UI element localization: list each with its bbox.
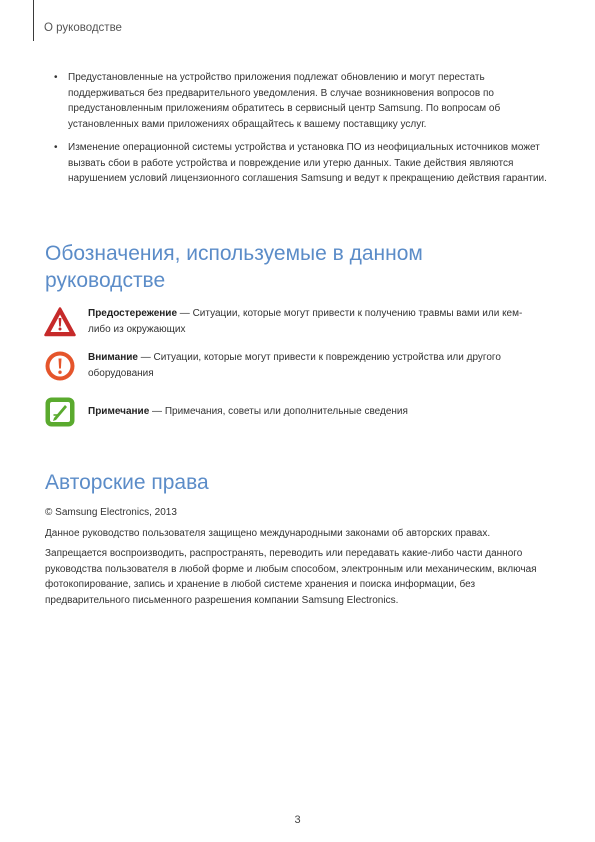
note-description: — Примечания, советы или дополнительные сведения (149, 406, 408, 417)
list-item (54, 70, 554, 132)
bullet-text: Изменение операционной системы устройства и установка ПО из неофициальных источников может вызвать сбои в работе устройства и повреждение или утерю данных. Такие действия являются нарушением условий лицензионного соглашения Samsung и ведут к прекращению действия гарантии. (68, 142, 547, 184)
caution-circle-icon (44, 350, 76, 382)
running-header: О руководстве (44, 22, 122, 34)
section-heading-symbols: Обозначения, используемые в данном руководстве (45, 242, 423, 292)
bullet-marker: • (54, 142, 58, 153)
note-term: Предостережение (88, 308, 178, 319)
note-description: — Ситуации, которые могут привести к повреждению устройства или другого оборудования (88, 352, 501, 379)
bullet-marker: • (54, 72, 58, 83)
note-description: — Ситуации, которые могут привести к получению травмы вами или кем-либо из окружающих (88, 308, 523, 335)
note-term: Примечание (88, 406, 150, 417)
copyright-paragraph: Данное руководство пользователя защищено международными законами об авторских правах. (45, 528, 491, 539)
header-rule (33, 0, 34, 41)
section-heading-copyright: Авторские права (45, 471, 209, 494)
copyright-notice: © Samsung Electronics, 2013 (45, 507, 177, 518)
note-pencil-icon (44, 396, 76, 428)
bullet-list (54, 70, 554, 195)
warning-triangle-icon (44, 306, 76, 338)
bullet-text: Предустановленные на устройство приложения подлежат обновлению и могут перестать поддерживаться без предварительного уведомления. В случае возникновения вопросов по предустановленным приложениям обратитесь в сервисный центр Samsung. По вопросам об установленных вами приложениях обращайтесь к вашему поставщику услуг. (68, 72, 501, 130)
note-caution-row (44, 306, 554, 338)
page-number: 3 (294, 814, 301, 826)
note-notice-row (44, 396, 554, 428)
note-warning-row (44, 350, 554, 382)
list-item (54, 140, 554, 187)
copyright-paragraph: Запрещается воспроизводить, распространять, переводить или передавать какие-либо части данного руководства пользователя в любой форме и любым способом, электронным или механическим, включая фотокопирование, запись и хранение в любой системе хранения и поиска информации, без предварительного письменного разрешения компании Samsung Electronics. (45, 548, 537, 606)
note-term: Внимание (88, 352, 138, 363)
